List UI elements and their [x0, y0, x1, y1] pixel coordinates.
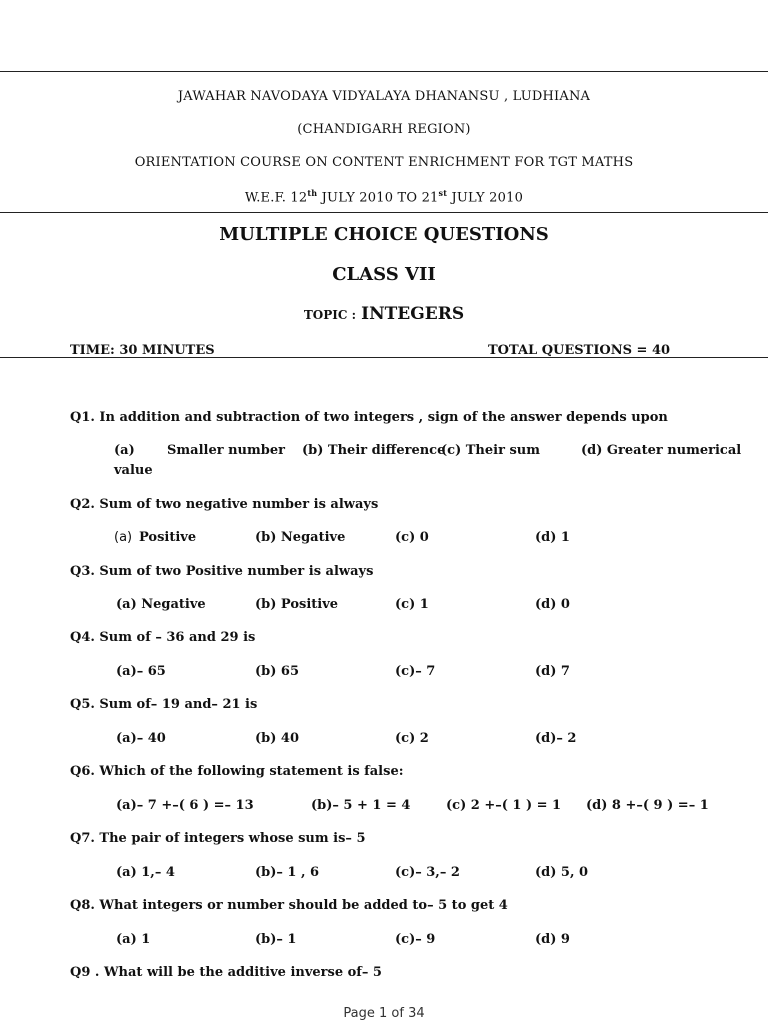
- question-8: Q8. What integers or number should be added to– 5 to get 4: [70, 898, 508, 913]
- q7-option-a: (a) 1,– 4: [116, 865, 175, 880]
- topic-line: [0, 304, 768, 324]
- page-title: MULTIPLE CHOICE QUESTIONS: [219, 224, 549, 245]
- q2-option-a: Positive: [139, 530, 197, 545]
- q4-option-b: (b) 65: [255, 664, 300, 679]
- q6-option-a: (a)– 7 +–( 6 ) =– 13: [116, 798, 254, 813]
- page-prefix: Page: [343, 1006, 379, 1021]
- q6-option-c: (c) 2 +–( 1 ) = 1: [446, 798, 562, 813]
- question-5: Q5. Sum of– 19 and– 21 is: [70, 697, 258, 712]
- q6-option-d: (d) 8 +–( 9 ) =– 1: [586, 798, 709, 813]
- dates-prefix: W.E.F. 12: [244, 190, 308, 206]
- dates-sup2: st: [438, 188, 448, 198]
- q5-option-a: (a)– 40: [116, 731, 166, 746]
- page-indicator: [0, 1006, 768, 1021]
- dates-sup1: th: [307, 188, 318, 198]
- q1-option-b: (b) Their difference: [302, 443, 446, 458]
- q1-option-a: Smaller number: [167, 443, 285, 458]
- q2-option-b: (b) Negative: [255, 530, 346, 545]
- course-dates: [0, 188, 768, 205]
- q4-option-c: (c)– 7: [395, 664, 436, 679]
- topic-label: TOPIC :: [303, 308, 357, 322]
- q5-option-c: (c) 2: [395, 731, 429, 746]
- question-6: Q6. Which of the following statement is false:: [70, 764, 404, 779]
- q3-option-b: (b) Positive: [255, 597, 339, 612]
- class-title: CLASS VII: [332, 264, 436, 285]
- q4-option-d: (d) 7: [535, 664, 570, 679]
- q4-option-a: (a)– 65: [116, 664, 166, 679]
- q6-option-b: (b)– 5 + 1 = 4: [311, 798, 411, 813]
- question-9: Q9 . What will be the additive inverse of– 5: [70, 965, 382, 980]
- q7-option-c: (c)– 3,– 2: [395, 865, 460, 880]
- page-total: 34: [408, 1006, 425, 1021]
- q2-option-a-label: (a): [114, 530, 133, 545]
- q8-option-b: (b)– 1: [255, 932, 297, 947]
- q3-option-d: (d) 0: [535, 597, 570, 612]
- dates-mid: JULY 2010 TO 21: [317, 190, 439, 206]
- region-name: (CHANDIGARH REGION): [297, 122, 471, 137]
- question-4: Q4. Sum of – 36 and 29 is: [70, 630, 256, 645]
- q5-option-b: (b) 40: [255, 731, 300, 746]
- q3-option-a: (a) Negative: [116, 597, 206, 612]
- q2-option-d: (d) 1: [535, 530, 570, 545]
- time-label: TIME: 30 MINUTES: [70, 343, 215, 358]
- q2-option-c: (c) 0: [395, 530, 429, 545]
- page-of: of: [387, 1006, 409, 1021]
- q7-option-d: (d) 5, 0: [535, 865, 589, 880]
- topic-value: INTEGERS: [361, 304, 465, 324]
- question-7: Q7. The pair of integers whose sum is– 5: [70, 831, 366, 846]
- question-3: Q3. Sum of two Positive number is always: [70, 564, 374, 579]
- school-name: JAWAHAR NAVODAYA VIDYALAYA DHANANSU , LUDHIANA: [177, 89, 591, 104]
- course-name: ORIENTATION COURSE ON CONTENT ENRICHMENT FOR TGT MATHS: [134, 155, 634, 170]
- q3-option-c: (c) 1: [395, 597, 429, 612]
- page-current: 1: [378, 1006, 388, 1021]
- q1-option-c: (c) Their sum: [441, 443, 540, 458]
- q8-option-c: (c)– 9: [395, 932, 436, 947]
- q1-option-d: (d) Greater numerical: [581, 443, 742, 458]
- top-rule: [0, 71, 768, 72]
- q5-option-d: (d)– 2: [535, 731, 577, 746]
- header-divider: [0, 212, 768, 213]
- question-1: Q1. In addition and subtraction of two integers , sign of the answer depends upon: [70, 410, 668, 425]
- q8-option-d: (d) 9: [535, 932, 570, 947]
- dates-suffix: JULY 2010: [447, 190, 524, 206]
- q8-option-a: (a) 1: [116, 932, 151, 947]
- q7-option-b: (b)– 1 , 6: [255, 865, 320, 880]
- q1-option-a-label: (a): [114, 443, 135, 458]
- total-questions-label: TOTAL QUESTIONS = 40: [488, 343, 671, 358]
- q1-option-d-continued: value: [114, 463, 153, 478]
- question-2: Q2. Sum of two negative number is always: [70, 497, 379, 512]
